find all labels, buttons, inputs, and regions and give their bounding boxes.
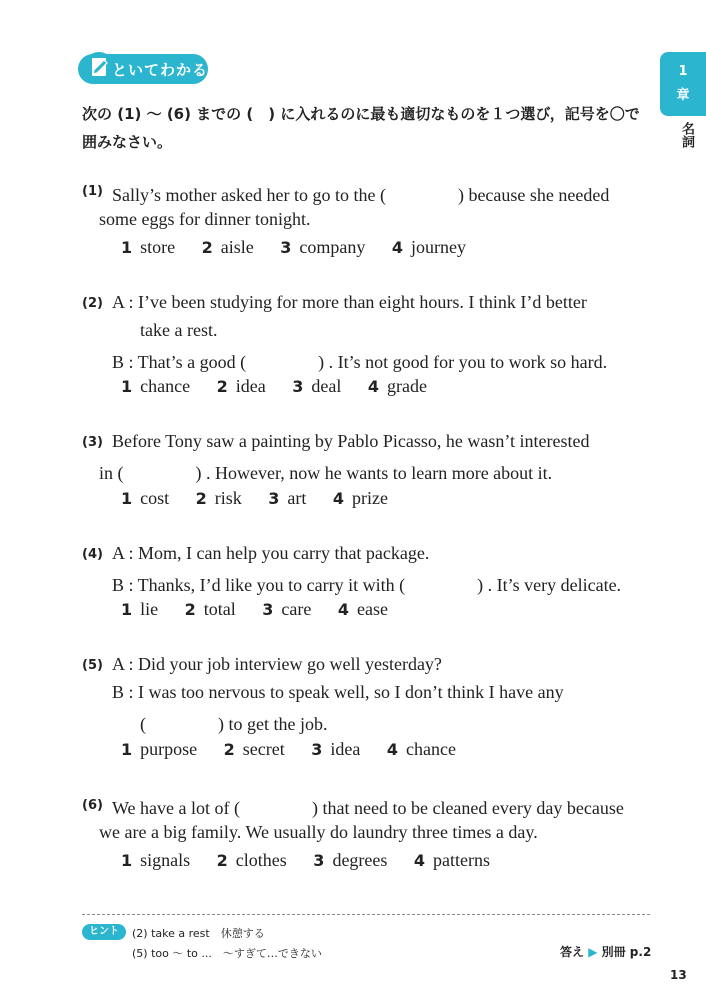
question-line: Sally’s mother asked her to go to the ( ) because she needed xyxy=(112,185,610,205)
question-line: We have a lot of ( ) that need to be cleaned every day because xyxy=(112,798,624,818)
hint-divider xyxy=(82,914,650,915)
option-text: ease xyxy=(357,599,389,619)
answer-reference xyxy=(560,943,651,960)
question-number: (2) xyxy=(82,296,103,311)
chapter-tab xyxy=(660,52,706,116)
option-text: idea xyxy=(330,739,361,759)
option-text: chance xyxy=(140,376,191,396)
pencil-icon xyxy=(82,50,116,84)
option-text: secret xyxy=(242,739,285,759)
option-text: lie xyxy=(140,599,159,619)
option-text: idea xyxy=(235,376,266,396)
option-number: 3 xyxy=(311,740,323,759)
option-list xyxy=(121,488,410,509)
question-line: B : That’s a good ( ) . It’s not good for you to work so hard. xyxy=(112,352,608,372)
question-number: (4) xyxy=(82,547,103,562)
question-number: (1) xyxy=(82,184,103,199)
answer-target: 別冊 p.2 xyxy=(601,945,652,959)
option-text: degrees xyxy=(332,850,388,870)
option-text: art xyxy=(287,488,307,508)
option-text: total xyxy=(203,599,236,619)
option-number: 2 xyxy=(216,377,228,396)
option-text: risk xyxy=(214,488,242,508)
option-number: 2 xyxy=(216,851,228,870)
option-number: 1 xyxy=(121,851,133,870)
instruction-text: 次の (1) ～ (6) までの ( ) に入れるのに最も適切なものを１つ選び，記号を〇で囲みなさい。 xyxy=(82,105,640,151)
question-number: (5) xyxy=(82,658,103,673)
question-line: some eggs for dinner tonight. xyxy=(99,209,311,229)
chapter-title: 名詞 xyxy=(679,122,694,148)
option-text: purpose xyxy=(140,739,198,759)
question-line: A : Mom, I can help you carry that package. xyxy=(112,543,430,563)
question-line: B : I was too nervous to speak well, so I don’t think I have any xyxy=(112,682,564,702)
option-list xyxy=(121,850,512,871)
option-list xyxy=(121,739,478,760)
chapter-kanji: 章 xyxy=(676,88,690,103)
option-number: 1 xyxy=(121,600,133,619)
question-line: A : I’ve been studying for more than eight hours. I think I’d better xyxy=(112,292,587,312)
option-text: signals xyxy=(140,850,191,870)
option-number: 4 xyxy=(332,489,345,508)
option-text: care xyxy=(281,599,312,619)
option-number: 1 xyxy=(121,740,133,759)
option-number: 3 xyxy=(313,851,325,870)
triangle-arrow-icon: ▶ xyxy=(588,945,598,959)
question-line: A : Did your job interview go well yesterday? xyxy=(112,654,442,674)
question-line: in ( ) . However, now he wants to learn more about it. xyxy=(99,463,553,483)
question-line: ( ) to get the job. xyxy=(140,714,328,734)
option-number: 3 xyxy=(292,377,304,396)
chapter-number: 1 xyxy=(678,64,688,79)
option-list xyxy=(121,376,449,397)
option-number: 3 xyxy=(280,238,292,257)
question-line: take a rest. xyxy=(140,320,218,340)
option-number: 1 xyxy=(121,238,133,257)
option-number: 3 xyxy=(268,489,280,508)
option-text: chance xyxy=(406,739,456,759)
hint-badge: ヒント xyxy=(82,924,126,940)
option-number: 2 xyxy=(195,489,207,508)
option-text: clothes xyxy=(235,850,287,870)
option-number: 4 xyxy=(391,238,404,257)
option-text: cost xyxy=(140,488,170,508)
option-number: 2 xyxy=(223,740,235,759)
question-number: (6) xyxy=(82,798,103,813)
option-list xyxy=(121,599,410,620)
question-line: Before Tony saw a painting by Pablo Picasso, he wasn’t interested xyxy=(112,431,590,451)
option-text: grade xyxy=(387,376,427,396)
option-text: aisle xyxy=(220,237,254,257)
option-number: 1 xyxy=(121,377,133,396)
question-number: (3) xyxy=(82,435,103,450)
hint-line-1: (2) take a rest 休憩する xyxy=(132,927,265,940)
option-number: 4 xyxy=(386,740,399,759)
option-text: company xyxy=(299,237,366,257)
hint-line-2: (5) too ～ to ... ～すぎて…できない xyxy=(132,947,322,960)
option-number: 1 xyxy=(121,489,133,508)
page-number: 13 xyxy=(670,968,687,982)
badge-label: といてわかる xyxy=(112,61,209,79)
section-badge xyxy=(78,54,208,84)
option-text: deal xyxy=(311,376,342,396)
answer-label: 答え xyxy=(560,945,585,959)
option-number: 4 xyxy=(367,377,379,396)
option-text: prize xyxy=(352,488,389,508)
option-number: 2 xyxy=(201,238,213,257)
option-text: store xyxy=(140,237,176,257)
option-text: journey xyxy=(411,237,467,257)
option-list xyxy=(121,237,488,258)
option-number: 4 xyxy=(413,851,426,870)
question-line: B : Thanks, I’d like you to carry it with ( ) . It’s very delicate. xyxy=(112,575,622,595)
question-line: we are a big family. We usually do laundry three times a day. xyxy=(99,822,538,842)
option-number: 4 xyxy=(337,600,350,619)
option-number: 3 xyxy=(262,600,274,619)
option-number: 2 xyxy=(184,600,196,619)
option-text: patterns xyxy=(433,850,491,870)
